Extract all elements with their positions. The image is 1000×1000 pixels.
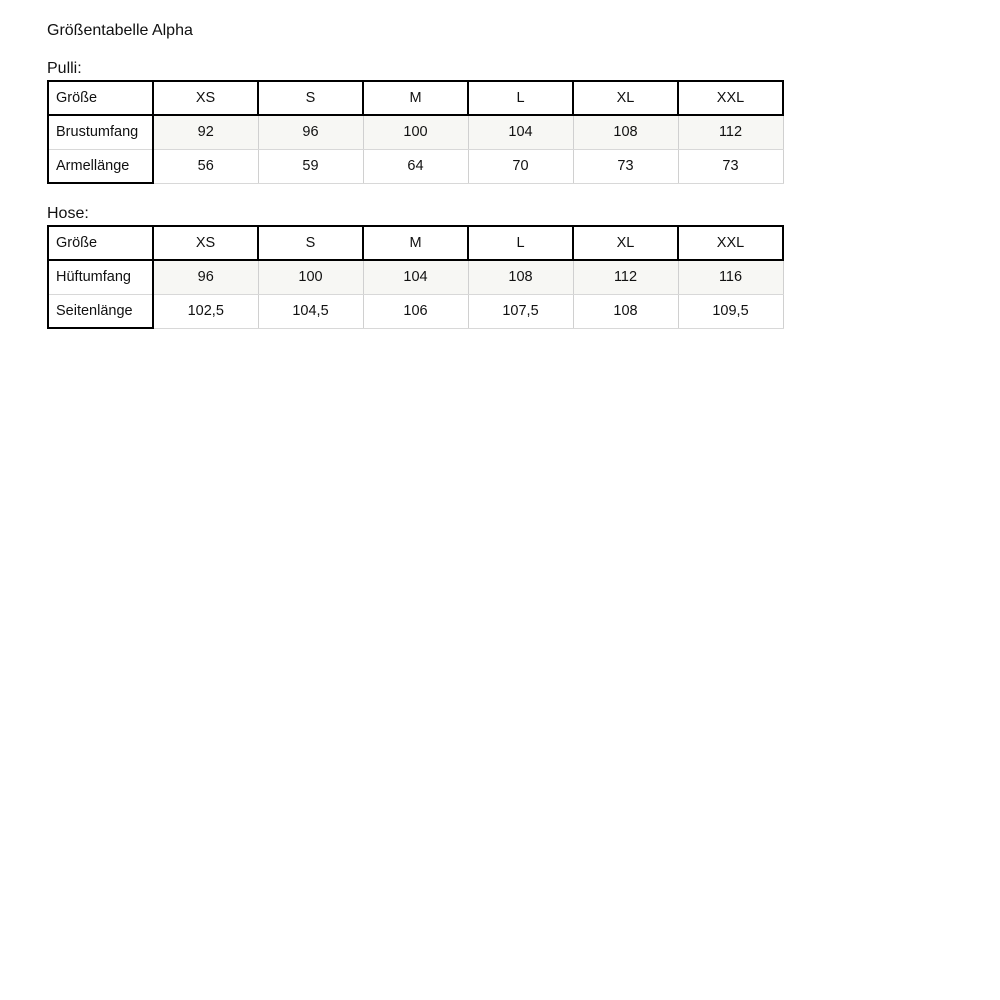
value-cell: 100 bbox=[258, 260, 363, 294]
row-label-cell: Brustumfang bbox=[48, 115, 153, 149]
value-cell: 96 bbox=[153, 260, 258, 294]
header-size-cell: XS bbox=[153, 226, 258, 260]
header-size-cell: XL bbox=[573, 226, 678, 260]
table-header-row bbox=[48, 226, 783, 260]
header-size-cell: S bbox=[258, 81, 363, 115]
table-row bbox=[48, 294, 783, 328]
row-label-cell: Seitenlänge bbox=[48, 294, 153, 328]
hose-section-label: Hose: bbox=[47, 205, 89, 222]
pulli-section-label: Pulli: bbox=[47, 60, 82, 77]
value-cell: 102,5 bbox=[153, 294, 258, 328]
header-size-cell: L bbox=[468, 81, 573, 115]
value-cell: 108 bbox=[573, 115, 678, 149]
table-row bbox=[48, 149, 783, 183]
value-cell: 104 bbox=[363, 260, 468, 294]
table-row bbox=[48, 260, 783, 294]
value-cell: 106 bbox=[363, 294, 468, 328]
value-cell: 108 bbox=[468, 260, 573, 294]
value-cell: 112 bbox=[573, 260, 678, 294]
header-size-cell: M bbox=[363, 81, 468, 115]
header-size-cell: S bbox=[258, 226, 363, 260]
header-size-cell: XXL bbox=[678, 81, 783, 115]
header-label-cell: Größe bbox=[48, 226, 153, 260]
hose-size-table bbox=[47, 225, 784, 329]
value-cell: 96 bbox=[258, 115, 363, 149]
header-label-cell: Größe bbox=[48, 81, 153, 115]
value-cell: 107,5 bbox=[468, 294, 573, 328]
header-size-cell: XL bbox=[573, 81, 678, 115]
value-cell: 73 bbox=[678, 149, 783, 183]
header-size-cell: M bbox=[363, 226, 468, 260]
value-cell: 112 bbox=[678, 115, 783, 149]
value-cell: 59 bbox=[258, 149, 363, 183]
row-label-cell: Hüftumfang bbox=[48, 260, 153, 294]
table-header-row bbox=[48, 81, 783, 115]
page-title: Größentabelle Alpha bbox=[47, 22, 193, 39]
value-cell: 116 bbox=[678, 260, 783, 294]
value-cell: 104 bbox=[468, 115, 573, 149]
value-cell: 73 bbox=[573, 149, 678, 183]
value-cell: 70 bbox=[468, 149, 573, 183]
value-cell: 108 bbox=[573, 294, 678, 328]
table-row bbox=[48, 115, 783, 149]
value-cell: 64 bbox=[363, 149, 468, 183]
value-cell: 56 bbox=[153, 149, 258, 183]
row-label-cell: Armellänge bbox=[48, 149, 153, 183]
value-cell: 100 bbox=[363, 115, 468, 149]
value-cell: 92 bbox=[153, 115, 258, 149]
pulli-size-table bbox=[47, 80, 784, 184]
header-size-cell: L bbox=[468, 226, 573, 260]
header-size-cell: XXL bbox=[678, 226, 783, 260]
value-cell: 104,5 bbox=[258, 294, 363, 328]
value-cell: 109,5 bbox=[678, 294, 783, 328]
header-size-cell: XS bbox=[153, 81, 258, 115]
